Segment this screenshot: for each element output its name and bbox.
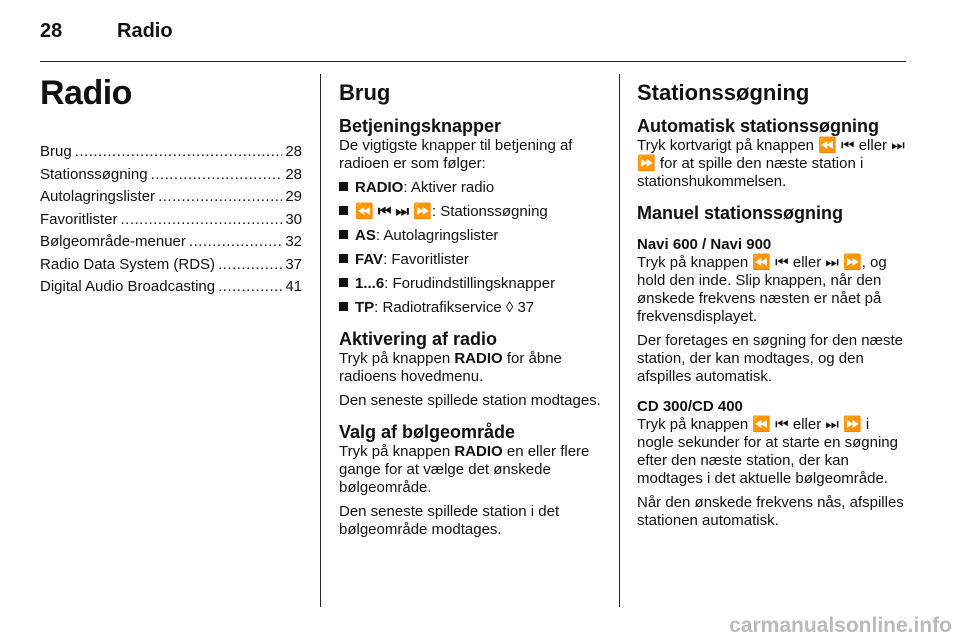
toc-leader bbox=[218, 278, 282, 295]
list-item bbox=[339, 251, 604, 269]
toc-entry[interactable] bbox=[40, 211, 302, 234]
button-name: FAV bbox=[355, 251, 384, 268]
cd-text: Tryk på knappen ⏪ ⏮ eller ⏭ ⏩ i nogle sekunder for at starte en søgning efter den næste station, der kan modtages i det aktuelle bølgeområde. bbox=[637, 416, 898, 487]
toc-leader bbox=[151, 166, 283, 183]
bullet-icon bbox=[339, 182, 348, 191]
auto-search-subheading: Automatisk stationssøgning bbox=[637, 116, 880, 136]
toc-entry-title: Brug bbox=[40, 143, 72, 160]
radio-key: RADIO bbox=[454, 443, 503, 460]
chapter-title: Radio bbox=[40, 74, 132, 112]
toc-leader bbox=[158, 188, 282, 205]
button-name: AS bbox=[355, 227, 376, 244]
toc-entry-title: Autolagringslister bbox=[40, 188, 156, 205]
bullet-icon bbox=[339, 206, 348, 215]
radio-key: RADIO bbox=[454, 350, 503, 367]
header-divider bbox=[40, 61, 906, 62]
bullet-icon bbox=[339, 302, 348, 311]
toc-leader bbox=[75, 143, 283, 160]
button-name: RADIO bbox=[355, 179, 404, 196]
toc-entry-page: 30 bbox=[285, 210, 302, 228]
controls-intro: De vigtigste knapper til betjening af radioen er som følger: bbox=[339, 137, 573, 172]
controls-subheading: Betjeningsknapper bbox=[339, 116, 502, 136]
navi-text: Tryk på knappen ⏪ ⏮ eller ⏭ ⏩, og hold den inde. Slip knappen, når den ønskede frekvens næsten er nået på frekvensdisplayet. bbox=[637, 254, 887, 325]
table-of-contents bbox=[40, 143, 302, 301]
toc-entry[interactable] bbox=[40, 143, 302, 166]
station-search-column bbox=[637, 70, 909, 536]
toc-entry[interactable] bbox=[40, 256, 302, 279]
section-title: Radio bbox=[117, 20, 173, 42]
activation-text bbox=[339, 350, 604, 386]
last-station-text: Den seneste spillede station modtages. bbox=[339, 392, 601, 409]
waveband-text bbox=[339, 443, 604, 497]
toc-entry[interactable] bbox=[40, 278, 302, 301]
cd-found-text: Når den ønskede frekvens nås, afspilles stationen automatisk. bbox=[637, 494, 904, 529]
usage-column bbox=[339, 70, 604, 545]
bullet-icon bbox=[339, 230, 348, 239]
toc-entry-page: 28 bbox=[285, 143, 302, 160]
button-name: 1...6 bbox=[355, 275, 385, 292]
manual-search-subheading: Manuel stationssøgning bbox=[637, 203, 844, 223]
waveband-last-station-text: Den seneste spillede station i det bølgeområde modtages. bbox=[339, 503, 560, 538]
seek-buttons-icon: ⏪ ⏮ ⏭ ⏩ bbox=[355, 203, 432, 220]
column-divider-1 bbox=[320, 74, 321, 607]
activation-subheading: Aktivering af radio bbox=[339, 329, 498, 349]
column-divider-2 bbox=[619, 74, 620, 607]
button-name: TP bbox=[355, 299, 375, 316]
list-item bbox=[339, 227, 604, 245]
toc-entry-title: Radio Data System (RDS) bbox=[40, 255, 216, 273]
button-description: : Radiotrafikservice ◊ 37 bbox=[374, 299, 535, 316]
toc-entry[interactable] bbox=[40, 166, 302, 189]
text-run: for åbne radioens hovedmenu. bbox=[339, 350, 562, 385]
list-item bbox=[339, 275, 604, 293]
toc-entry-title: Favoritlister bbox=[40, 210, 118, 228]
toc-entry[interactable] bbox=[40, 233, 302, 256]
toc-entry-title: Bølgeområde-menuer bbox=[40, 233, 186, 250]
toc-entry-title: Stationssøgning bbox=[40, 165, 148, 183]
toc-leader bbox=[121, 211, 283, 228]
button-description: : Aktiver radio bbox=[403, 179, 495, 196]
waveband-subheading: Valg af bølgeområde bbox=[339, 422, 516, 442]
toc-entry-page: 32 bbox=[285, 233, 302, 250]
toc-entry-page: 28 bbox=[285, 165, 302, 183]
station-search-heading: Stationssøgning bbox=[637, 80, 810, 105]
list-item bbox=[339, 299, 604, 317]
button-description: : Stationssøgning bbox=[431, 203, 548, 220]
list-item bbox=[339, 179, 604, 197]
navi-search-text: Der foretages en søgning for den næste station, der kan modtages, og den afspilles automatisk. bbox=[637, 332, 903, 385]
page-number: 28 bbox=[40, 20, 63, 42]
button-description: : Favoritlister bbox=[383, 251, 469, 268]
button-description: : Forudindstillingsknapper bbox=[384, 275, 556, 292]
controls-list bbox=[339, 179, 604, 317]
watermark: carmanualsonline.info bbox=[729, 614, 952, 637]
toc-entry[interactable] bbox=[40, 188, 302, 211]
toc-entry-page: 29 bbox=[285, 188, 302, 205]
bullet-icon bbox=[339, 254, 348, 263]
auto-search-text: Tryk kortvarigt på knappen ⏪ ⏮ eller ⏭ ⏩ for at spille den næste station i stationshukommelsen. bbox=[637, 137, 905, 190]
toc-leader bbox=[189, 233, 282, 250]
cd-subheading: CD 300/CD 400 bbox=[637, 398, 743, 415]
usage-heading: Brug bbox=[339, 80, 391, 105]
toc-column bbox=[40, 70, 302, 301]
toc-entry-page: 41 bbox=[285, 278, 302, 295]
text-run: Tryk på knappen bbox=[339, 443, 455, 460]
text-run: Tryk på knappen bbox=[339, 350, 455, 367]
toc-entry-page: 37 bbox=[285, 255, 302, 273]
bullet-icon bbox=[339, 278, 348, 287]
toc-entry-title: Digital Audio Broadcasting bbox=[40, 278, 216, 295]
button-description: : Autolagringslister bbox=[375, 227, 499, 244]
text-run: en eller flere gange for at vælge det ønskede bølgeområde. bbox=[339, 443, 590, 496]
toc-leader bbox=[218, 256, 282, 273]
navi-subheading: Navi 600 / Navi 900 bbox=[637, 236, 772, 253]
list-item bbox=[339, 203, 604, 221]
